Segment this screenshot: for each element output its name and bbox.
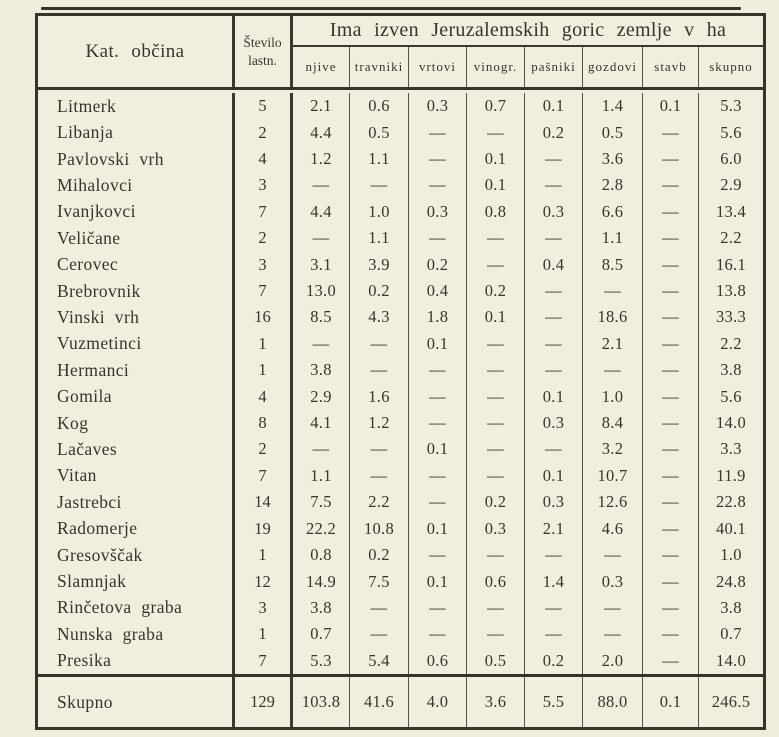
value-travniki: 2.2 [350, 489, 409, 515]
value-travniki: 5.4 [350, 648, 409, 674]
value-njive: 3.1 [293, 251, 350, 277]
value-pasniki: 2.1 [525, 516, 583, 542]
value-travniki: — [350, 357, 409, 383]
totals-label: Skupno [38, 677, 235, 727]
value-skupno: 2.9 [720, 175, 742, 195]
owners-count: 3 [235, 172, 293, 198]
value-travniki: 10.8 [350, 516, 409, 542]
value-pasniki: — [525, 621, 583, 647]
value-gozdovi: — [583, 357, 643, 383]
value-pasniki: — [525, 304, 583, 330]
municipality-name: Radomerje [38, 516, 235, 542]
totals-vrtovi: 4.0 [409, 677, 467, 727]
value-vrtovi: — [409, 146, 467, 172]
value-stavb: — [643, 489, 699, 515]
value-stavb: — [643, 568, 699, 594]
value-skupno: 2.2 [720, 228, 742, 248]
value-vrtovi: 0.6 [409, 648, 467, 674]
value-vrtovi: — [409, 463, 467, 489]
value-gozdovi: 2.8 [583, 172, 643, 198]
value-travniki: 3.9 [350, 251, 409, 277]
table-row [38, 93, 763, 119]
value-stavb: — [643, 516, 699, 542]
value-skupno: 14.0 [715, 650, 747, 670]
land-holdings-table [35, 13, 766, 730]
municipality-name: Gresovščak [38, 542, 235, 568]
value-vrtovi: — [409, 621, 467, 647]
top-border-rule [41, 7, 741, 10]
value-vrtovi: — [409, 172, 467, 198]
value-pasniki: 0.1 [525, 463, 583, 489]
value-pasniki: — [525, 146, 583, 172]
value-vinogr: — [467, 463, 525, 489]
table-body [38, 90, 763, 674]
municipality-name: Lačaves [38, 436, 235, 462]
owners-count: 1 [235, 542, 293, 568]
header-owner-count-line1: Število [243, 34, 282, 50]
owners-count: 2 [235, 119, 293, 145]
value-skupno: 14.0 [715, 413, 747, 433]
owners-count: 7 [235, 278, 293, 304]
value-vrtovi: — [409, 357, 467, 383]
value-vrtovi: 0.1 [409, 331, 467, 357]
value-skupno: 16.1 [715, 254, 747, 274]
municipality-name: Vuzmetinci [38, 331, 235, 357]
value-njive: 4.1 [293, 410, 350, 436]
value-vinogr: 0.3 [467, 516, 525, 542]
value-gozdovi: — [583, 595, 643, 621]
header-pasniki: pašniki [525, 47, 583, 87]
value-pasniki: 0.2 [525, 648, 583, 674]
value-vinogr: — [467, 225, 525, 251]
totals-skupno: 246.5 [711, 692, 751, 711]
municipality-name: Presika [38, 648, 235, 674]
table-row [38, 172, 763, 198]
table-row [38, 410, 763, 436]
header-subcolumns [293, 47, 763, 87]
value-stavb: — [643, 621, 699, 647]
value-njive: 2.1 [293, 93, 350, 119]
value-travniki: — [350, 621, 409, 647]
value-stavb: — [643, 542, 699, 568]
value-vinogr: 0.2 [467, 278, 525, 304]
value-pasniki: — [525, 172, 583, 198]
value-gozdovi: 2.1 [583, 331, 643, 357]
table-row [38, 119, 763, 145]
value-skupno: 5.6 [720, 386, 742, 406]
value-njive: — [293, 331, 350, 357]
value-travniki: — [350, 436, 409, 462]
header-travniki: travniki [350, 47, 409, 87]
value-stavb: — [643, 357, 699, 383]
value-skupno: 22.8 [715, 492, 747, 512]
value-skupno: 11.9 [716, 465, 746, 485]
header-municipality: Kat. občina [38, 16, 235, 87]
value-pasniki: — [525, 225, 583, 251]
value-skupno: 3.3 [720, 439, 742, 459]
value-vinogr: 0.2 [467, 489, 525, 515]
header-owner-count-line2: lastn. [248, 52, 277, 68]
owners-count: 5 [235, 93, 293, 119]
value-skupno: 0.7 [720, 624, 742, 644]
value-skupno: 40.1 [715, 518, 747, 538]
value-stavb: — [643, 172, 699, 198]
value-skupno: 5.3 [720, 96, 742, 116]
owners-count: 14 [235, 489, 293, 515]
value-stavb: — [643, 225, 699, 251]
municipality-name: Rinčetova graba [38, 595, 235, 621]
table-row [38, 304, 763, 330]
totals-gozdovi: 88.0 [583, 677, 643, 727]
owners-count: 4 [235, 146, 293, 172]
municipality-name: Nunska graba [38, 621, 235, 647]
value-vinogr: — [467, 357, 525, 383]
value-travniki: 1.0 [350, 199, 409, 225]
value-gozdovi: 8.5 [583, 251, 643, 277]
value-pasniki: 0.2 [525, 119, 583, 145]
municipality-name: Litmerk [38, 93, 235, 119]
value-vinogr: — [467, 436, 525, 462]
table-row [38, 199, 763, 225]
value-travniki: — [350, 172, 409, 198]
value-vinogr: 0.8 [467, 199, 525, 225]
value-njive: 1.2 [293, 146, 350, 172]
value-skupno: 13.8 [715, 281, 747, 301]
value-gozdovi: 0.3 [583, 568, 643, 594]
value-njive: — [293, 172, 350, 198]
value-travniki: 1.1 [350, 146, 409, 172]
owners-count: 7 [235, 199, 293, 225]
header-skupno: skupno [709, 59, 753, 74]
owners-count: 2 [235, 436, 293, 462]
header-vinogr: vinogr. [467, 47, 525, 87]
value-pasniki: 1.4 [525, 568, 583, 594]
value-travniki: 0.2 [350, 278, 409, 304]
table-row [38, 436, 763, 462]
municipality-name: Vitan [38, 463, 235, 489]
value-gozdovi: 8.4 [583, 410, 643, 436]
municipality-name: Cerovec [38, 251, 235, 277]
value-skupno: 13.4 [715, 201, 747, 221]
value-vrtovi: — [409, 410, 467, 436]
totals-travniki: 41.6 [350, 677, 409, 727]
totals-owner-count: 129 [235, 677, 293, 727]
table-header [38, 16, 763, 90]
value-skupno: 1.0 [720, 545, 742, 565]
value-gozdovi: — [583, 542, 643, 568]
header-group-title: Ima izven Jeruzalemskih goric zemlje v ha [293, 16, 763, 47]
header-owner-count [235, 16, 293, 87]
value-njive: 0.8 [293, 542, 350, 568]
value-vinogr: 0.1 [467, 304, 525, 330]
value-gozdovi: 3.6 [583, 146, 643, 172]
value-pasniki: 0.3 [525, 199, 583, 225]
value-gozdovi: 4.6 [583, 516, 643, 542]
municipality-name: Mihalovci [38, 172, 235, 198]
totals-stavb: 0.1 [643, 677, 699, 727]
owners-count: 1 [235, 331, 293, 357]
value-pasniki: 0.3 [525, 410, 583, 436]
table-row [38, 621, 763, 647]
owners-count: 3 [235, 595, 293, 621]
value-gozdovi: 10.7 [583, 463, 643, 489]
table-row [38, 357, 763, 383]
header-njive: njive [293, 47, 350, 87]
owners-count: 12 [235, 568, 293, 594]
scanned-table-sheet [35, 7, 766, 730]
table-row [38, 278, 763, 304]
value-njive: 5.3 [293, 648, 350, 674]
value-stavb: — [643, 410, 699, 436]
value-njive: 13.0 [293, 278, 350, 304]
owners-count: 3 [235, 251, 293, 277]
value-njive: 3.8 [293, 357, 350, 383]
value-stavb: — [643, 304, 699, 330]
value-stavb: — [643, 383, 699, 409]
value-vrtovi: — [409, 225, 467, 251]
value-stavb: — [643, 119, 699, 145]
value-vinogr: — [467, 331, 525, 357]
table-row [38, 331, 763, 357]
value-vrtovi: — [409, 119, 467, 145]
municipality-name: Kog [38, 410, 235, 436]
value-gozdovi: 1.1 [583, 225, 643, 251]
value-pasniki: — [525, 331, 583, 357]
value-gozdovi: 12.6 [583, 489, 643, 515]
value-travniki: 1.1 [350, 225, 409, 251]
municipality-name: Slamnjak [38, 568, 235, 594]
value-vinogr: 0.7 [467, 93, 525, 119]
value-njive: 2.9 [293, 383, 350, 409]
value-gozdovi: 3.2 [583, 436, 643, 462]
value-vrtovi: 1.8 [409, 304, 467, 330]
municipality-name: Vinski vrh [38, 304, 235, 330]
value-vrtovi: 0.3 [409, 93, 467, 119]
value-stavb: — [643, 436, 699, 462]
table-row [38, 542, 763, 568]
value-pasniki: 0.1 [525, 93, 583, 119]
owners-count: 4 [235, 383, 293, 409]
value-vinogr: — [467, 542, 525, 568]
table-row [38, 146, 763, 172]
value-vrtovi: — [409, 383, 467, 409]
value-njive: 22.2 [293, 516, 350, 542]
totals-vinogr: 3.6 [467, 677, 525, 727]
value-vrtovi: 0.4 [409, 278, 467, 304]
value-stavb: — [643, 648, 699, 674]
value-stavb: — [643, 278, 699, 304]
value-vinogr: — [467, 119, 525, 145]
value-vrtovi: — [409, 595, 467, 621]
value-njive: 3.8 [293, 595, 350, 621]
municipality-name: Libanja [38, 119, 235, 145]
value-travniki: 0.5 [350, 119, 409, 145]
municipality-name: Gomila [38, 383, 235, 409]
value-njive: 4.4 [293, 199, 350, 225]
table-row [38, 225, 763, 251]
owners-count: 1 [235, 621, 293, 647]
value-vinogr: — [467, 251, 525, 277]
value-njive: — [293, 225, 350, 251]
value-stavb: — [643, 331, 699, 357]
value-travniki: 1.2 [350, 410, 409, 436]
value-vinogr: 0.1 [467, 172, 525, 198]
value-njive: 0.7 [293, 621, 350, 647]
value-travniki: — [350, 595, 409, 621]
value-vrtovi: — [409, 489, 467, 515]
value-pasniki: — [525, 542, 583, 568]
value-gozdovi: — [583, 278, 643, 304]
totals-pasniki: 5.5 [525, 677, 583, 727]
municipality-name: Pavlovski vrh [38, 146, 235, 172]
table-row [38, 463, 763, 489]
value-stavb: — [643, 463, 699, 489]
value-gozdovi: 2.0 [583, 648, 643, 674]
value-travniki: 4.3 [350, 304, 409, 330]
value-stavb: — [643, 199, 699, 225]
table-row [38, 251, 763, 277]
value-njive: 4.4 [293, 119, 350, 145]
value-njive: 14.9 [293, 568, 350, 594]
value-travniki: 0.2 [350, 542, 409, 568]
header-group [293, 16, 763, 87]
table-row [38, 568, 763, 594]
value-vinogr: 0.5 [467, 648, 525, 674]
value-gozdovi: 1.4 [583, 93, 643, 119]
municipality-name: Brebrovnik [38, 278, 235, 304]
value-travniki: — [350, 463, 409, 489]
value-pasniki: — [525, 357, 583, 383]
value-gozdovi: 18.6 [583, 304, 643, 330]
value-travniki: 1.6 [350, 383, 409, 409]
municipality-name: Hermanci [38, 357, 235, 383]
value-travniki: — [350, 331, 409, 357]
owners-count: 7 [235, 463, 293, 489]
value-pasniki: 0.1 [525, 383, 583, 409]
value-skupno: 2.2 [720, 333, 742, 353]
owners-count: 16 [235, 304, 293, 330]
owners-count: 2 [235, 225, 293, 251]
value-njive: 7.5 [293, 489, 350, 515]
value-vinogr: — [467, 595, 525, 621]
value-pasniki: — [525, 595, 583, 621]
value-vinogr: — [467, 621, 525, 647]
value-gozdovi: 0.5 [583, 119, 643, 145]
table-row [38, 648, 763, 674]
table-row [38, 516, 763, 542]
value-skupno: 6.0 [720, 149, 742, 169]
value-vrtovi: 0.1 [409, 516, 467, 542]
owners-count: 7 [235, 648, 293, 674]
value-vrtovi: 0.2 [409, 251, 467, 277]
municipality-name: Jastrebci [38, 489, 235, 515]
totals-row [38, 674, 763, 727]
value-gozdovi: 1.0 [583, 383, 643, 409]
header-vrtovi: vrtovi [409, 47, 467, 87]
value-njive: 1.1 [293, 463, 350, 489]
value-gozdovi: 6.6 [583, 199, 643, 225]
value-pasniki: — [525, 278, 583, 304]
value-skupno: 33.3 [715, 307, 747, 327]
owners-count: 8 [235, 410, 293, 436]
table-row [38, 489, 763, 515]
value-skupno: 5.6 [720, 122, 742, 142]
value-pasniki: — [525, 436, 583, 462]
value-travniki: 7.5 [350, 568, 409, 594]
value-stavb: 0.1 [643, 93, 699, 119]
table-row [38, 383, 763, 409]
municipality-name: Veličane [38, 225, 235, 251]
value-vrtovi: 0.3 [409, 199, 467, 225]
header-stavb: stavb [643, 47, 699, 87]
table-row [38, 595, 763, 621]
value-vrtovi: 0.1 [409, 568, 467, 594]
value-vinogr: — [467, 383, 525, 409]
value-njive: — [293, 436, 350, 462]
totals-njive: 103.8 [293, 677, 350, 727]
value-pasniki: 0.4 [525, 251, 583, 277]
value-njive: 8.5 [293, 304, 350, 330]
owners-count: 1 [235, 357, 293, 383]
value-skupno: 24.8 [715, 571, 747, 591]
value-pasniki: 0.3 [525, 489, 583, 515]
header-gozdovi: gozdovi [583, 47, 643, 87]
municipality-name: Ivanjkovci [38, 199, 235, 225]
value-vinogr: — [467, 410, 525, 436]
value-gozdovi: — [583, 621, 643, 647]
value-stavb: — [643, 595, 699, 621]
owners-count: 19 [235, 516, 293, 542]
value-skupno: 3.8 [720, 360, 742, 380]
value-vrtovi: 0.1 [409, 436, 467, 462]
value-stavb: — [643, 251, 699, 277]
value-vinogr: 0.1 [467, 146, 525, 172]
value-vrtovi: — [409, 542, 467, 568]
value-stavb: — [643, 146, 699, 172]
value-skupno: 3.8 [720, 597, 742, 617]
value-travniki: 0.6 [350, 93, 409, 119]
value-vinogr: 0.6 [467, 568, 525, 594]
